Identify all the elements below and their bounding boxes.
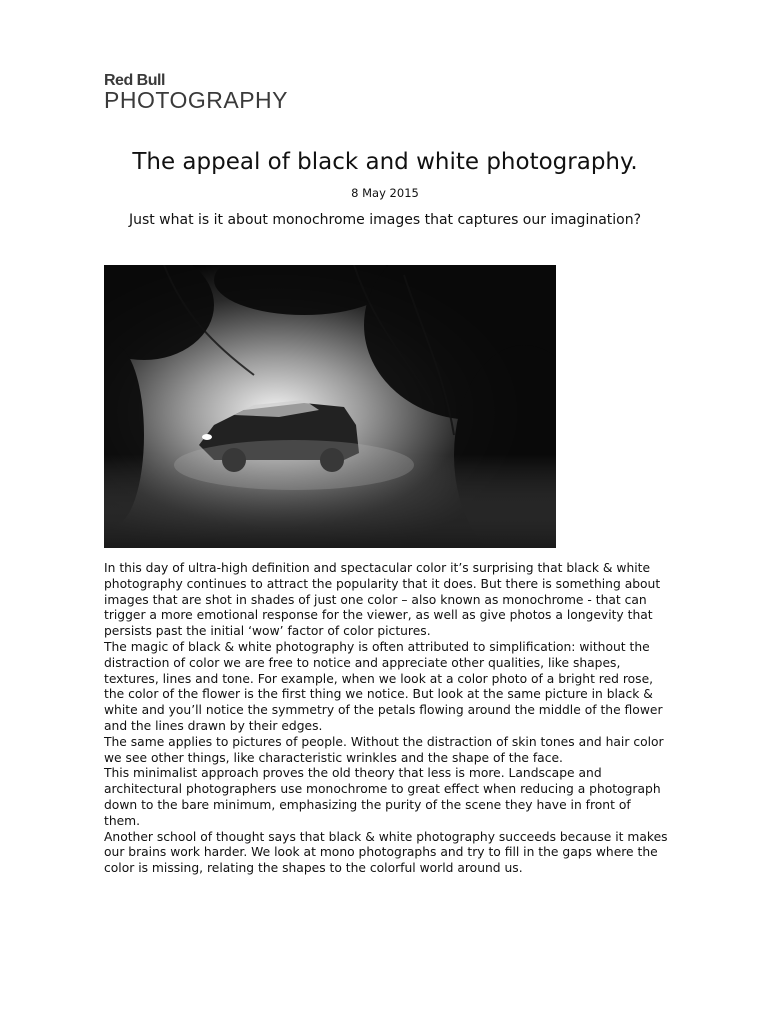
paragraph: The magic of black & white photography is often attributed to simplification: without the distraction of color we are free to notice and appreciate other qualities, like shapes, textures, lines and tone. For example, when we look at a color photo of a bright red rose, the color of the flower is the first thing we notice. But look at the same picture in black & white and you’ll notice the symmetry of the petals flowing around the middle of the flower and the lines drawn by their edges. [104,639,663,733]
paragraph: The same applies to pictures of people. Without the distraction of skin tones and hair color we see other things, like characteristic wrinkles and the shape of the face. [104,734,664,765]
article-subtitle: Just what is it about monochrome images that captures our imagination? [128,212,642,228]
paragraph: Another school of thought says that black & white photography succeeds because it makes our brains work harder. We look at mono photographs and try to fill in the gaps where the color is missing, relating the shapes to the colorful world around us. [104,829,668,876]
hero-photo [104,265,556,548]
article-title: The appeal of black and white photography. [132,149,638,175]
paragraph: In this day of ultra-high definition and spectacular color it’s surprising that black & white photography continues to attract the popularity that it does. But there is something about images that are shot in shades of just one color – also known as monochrome - that can trigger a more emotional response for the viewer, as well as give photos a longevity that persists past the initial ‘wow’ factor of color pictures. [104,561,661,639]
red-bull-photography-logo[interactable] [104,72,304,112]
logo-product: PHOTOGRAPHY [104,87,288,113]
paragraph: This minimalist approach proves the old theory that less is more. Landscape and architectural photographers use monochrome to great effect when reducing a photograph down to the bare minimum, emphasizing the purity of the scene they have in front of them. [104,766,661,828]
article-date: 8 May 2015 [351,186,419,200]
article-body [104,561,670,877]
logo-brand: Red Bull [104,72,165,89]
